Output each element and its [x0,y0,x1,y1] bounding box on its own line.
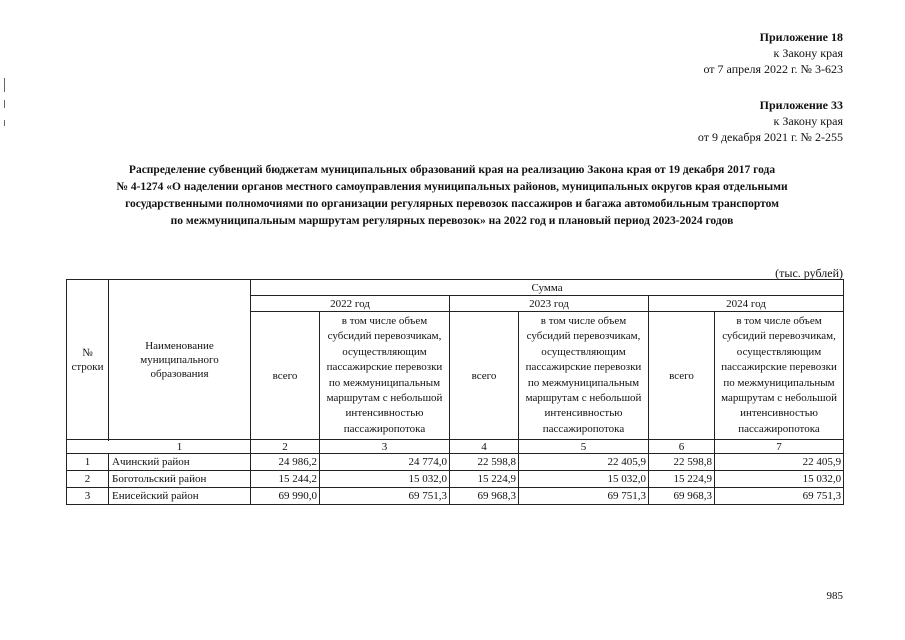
row-number: 3 [67,488,109,505]
document-title [70,162,834,230]
value-2023-subsidy: 15 032,0 [519,471,649,488]
header-2023-total: всего [450,312,519,440]
value-2024-subsidy: 69 751,3 [715,488,844,505]
document-title-line4: по межмуниципальным маршрутам регулярных перевозок» на 2022 год и плановый период 2023-2024 годов [170,215,734,227]
header-year-2022: 2022 год [251,296,450,312]
appendix-18-line1: к Закону края [773,46,843,60]
table-row [67,471,844,488]
header-sum: Сумма [251,280,844,296]
header-year-2024: 2024 год [649,296,844,312]
appendix-33-title: Приложение 33 [759,98,843,112]
row-number: 2 [67,471,109,488]
column-number-3: 3 [320,440,450,454]
header-2024-subsidy: в том числе объем субсидий перевозчикам, осуществляющим пассажирские перевозки по межмуниципальным маршрутам с небольшой интенсивностью пассажиропотока [715,312,844,440]
column-number-4: 4 [450,440,519,454]
value-2022-total: 24 986,2 [251,454,320,471]
header-2024-total: всего [649,312,715,440]
document-title-line2: № 4-1274 «О наделении органов местного самоуправления муниципальных районов, муниципальных округов края отдельными [116,181,788,193]
value-2023-total: 22 598,8 [450,454,519,471]
header-2022-total: всего [251,312,320,440]
header-row-number: № строки [67,280,109,440]
appendix-18-header [703,29,843,77]
value-2024-subsidy: 15 032,0 [715,471,844,488]
value-2022-subsidy: 24 774,0 [320,454,450,471]
table-row [67,454,844,471]
appendix-18-line2: от 7 апреля 2022 г. № 3-623 [703,62,843,76]
column-number-1 [67,440,109,454]
municipality-name: Енисейский район [109,488,251,505]
municipality-name: Боготольский район [109,471,251,488]
appendix-33-header [698,97,843,145]
value-2022-subsidy: 69 751,3 [320,488,450,505]
value-2024-subsidy: 22 405,9 [715,454,844,471]
value-2022-total: 69 990,0 [251,488,320,505]
column-number-5: 5 [519,440,649,454]
appendix-18-title: Приложение 18 [759,30,843,44]
column-number-2: 2 [251,440,320,454]
value-2023-subsidy: 69 751,3 [519,488,649,505]
column-number-1: 1 [109,440,251,454]
page-number: 985 [826,590,843,602]
value-2024-total: 69 968,3 [649,488,715,505]
subvention-table [66,279,844,505]
value-2022-subsidy: 15 032,0 [320,471,450,488]
document-title-line1: Распределение субвенций бюджетам муниципальных образований края на реализацию Закона края от 19 декабря 2017 года [128,164,776,176]
value-2024-total: 15 224,9 [649,471,715,488]
row-number: 1 [67,454,109,471]
header-2022-subsidy: в том числе объем субсидий перевозчикам, осуществляющим пассажирские перевозки по межмуниципальным маршрутам с небольшой интенсивностью пассажиропотока [320,312,450,440]
municipality-name: Ачинский район [109,454,251,471]
header-year-2023: 2023 год [450,296,649,312]
document-title-line3: государственными полномочиями по организации регулярных перевозок пассажиров и багажа автомобильным транспортом [125,198,779,210]
value-2023-total: 15 224,9 [450,471,519,488]
table-row [67,488,844,505]
column-number-row [67,440,844,454]
units-label: (тыс. рублей) [775,266,843,280]
column-number-7: 7 [715,440,844,454]
value-2022-total: 15 244,2 [251,471,320,488]
appendix-33-line1: к Закону края [773,114,843,128]
appendix-33-line2: от 9 декабря 2021 г. № 2-255 [697,130,843,144]
column-number-6: 6 [649,440,715,454]
value-2024-total: 22 598,8 [649,454,715,471]
value-2023-total: 69 968,3 [450,488,519,505]
header-2023-subsidy: в том числе объем субсидий перевозчикам, осуществляющим пассажирские перевозки по межмуниципальным маршрутам с небольшой интенсивностью пассажиропотока [519,312,649,440]
value-2023-subsidy: 22 405,9 [519,454,649,471]
header-municipality: Наименование муниципального образования [109,280,251,440]
